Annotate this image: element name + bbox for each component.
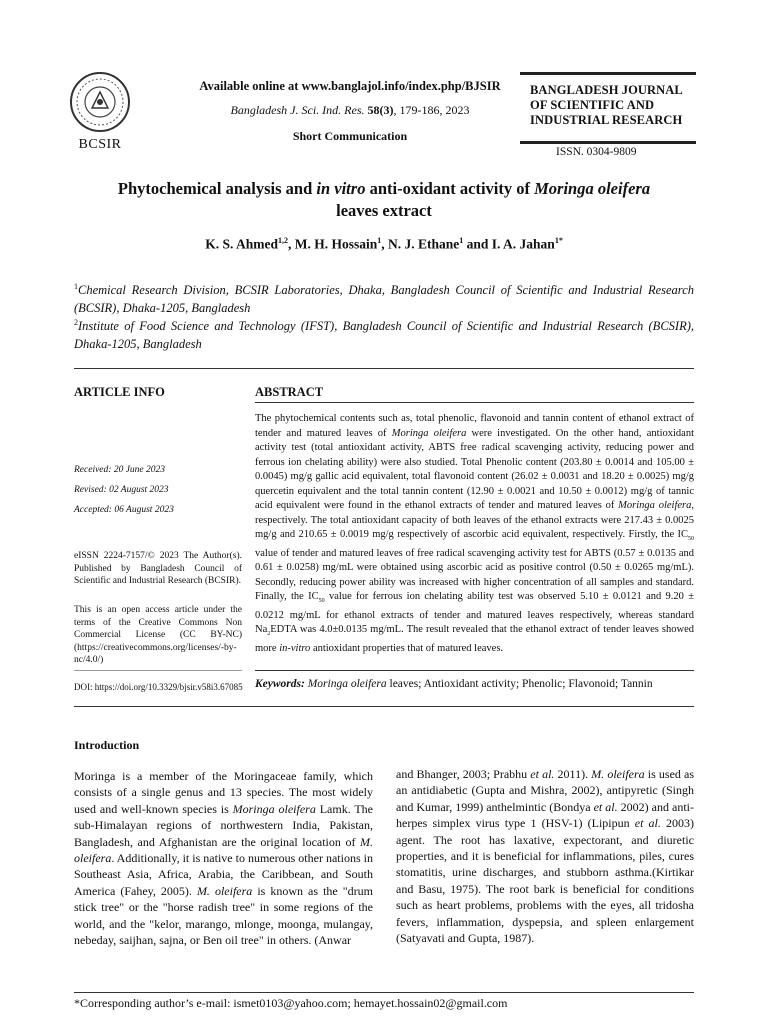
body-text: . Additionally, it is native to numerous other nations in Southeast Asia, Africa, Arabia, the Caribbean, and South America (Fahey, 2005). [74,851,373,898]
author-affil-mark: 1 [459,236,464,245]
title-text: Phytochemical analysis and [117,179,317,198]
journal-name-line: OF SCIENTIFIC AND [530,98,655,112]
species-name: Moringa oleifera [232,801,316,816]
paper-title [80,178,688,222]
author-affil-mark: 1,2 [277,236,288,245]
article-dates [74,460,174,520]
introduction-heading: Introduction [74,738,140,752]
abstract-heading: ABSTRACT [255,385,324,399]
abstract-text: value of tender and matured leaves of free radical scavenging activity test for ABTS (0.57 ± 0.0135 and 0.61 ± 0.0258) mg/mL were obtained using ascorbic acid as positive control (0.50 ± 0.0265 mg/mL). Secondly, reducing power ability was increased with higher concentration of all samples and standard. Finally, the IC [255,547,694,603]
received-date: Received: 20 June 2023 [74,465,165,475]
italic-term: in-vitro [279,642,311,654]
title-text: leaves extract [336,201,432,220]
corresponding-author-footnote: *Corresponding author’s e-mail: ismet0103@yahoo.com; hemayet.hossain02@gmail.com [74,996,508,1010]
keywords-label: Keywords: [255,678,305,690]
section-divider [74,706,694,707]
keywords-rule [255,670,694,671]
subscript: 50 [318,598,325,605]
affiliation-number: 2 [74,318,78,327]
body-text: is known as the "drum stick tree" or the "horse radish tree" in some regions of the world, and the "kelor, marango, mlonge, moonga, mulangay, nebeday, saijhan, sajna, or Ben oil tree" in others. (Anwar [74,883,373,948]
keywords-list: leaves; Antioxidant activity; Phenolic; Flavonoid; Tannin [386,678,653,690]
intro-column-right [396,766,694,946]
journal-citation [190,102,510,118]
body-text: is used as an antidiabetic (Gupta and Mishra, 2002), antipyretic (Singh and Kumar, 1999) anthelmintic (Bondya [396,767,695,814]
body-text: 2003) agent. The root has laxative, expectorant, and diuretic properties, and it is beneficial for inflammations, piles, cures stomatitis, urine discharges, and stubborn asthma.(Kirtikar and Basu, 1975). The root bark is beneficial for conditions such as heart problems, problems with the eyes, all tridosha fevers, inflammation, dyspepsia, and spleen enlargement (Satyavati and Gupta, 1987). [396,816,694,946]
affiliation [74,314,694,353]
author-affil-mark: 1 [377,236,382,245]
abstract-body [255,412,694,656]
doi-link[interactable]: DOI: https://doi.org/10.3329/bjsir.v58i3.67085 [74,682,243,692]
affiliation-text: Institute of Food Science and Technology (IFST), Bangladesh Council of Scientific and Industrial Research (BCSIR), Dhaka-1205, Bangladesh [74,319,694,352]
intro-column-left [74,768,373,948]
author-sep: , [381,236,388,252]
species-name: M. oleifera [196,883,253,898]
subscript: 50 [688,536,694,543]
volume-issue: 58(3) [367,103,394,117]
abstract-text: EDTA was 4.0±0.0135 mg/mL. The result revealed that the ethanol extract of tender leaves showed more [255,624,694,654]
journal-name-box [520,72,696,144]
author-sep: , [287,236,295,252]
keywords [255,678,694,690]
pages-year: , 179-186, 2023 [393,103,470,117]
issn: ISSN. 0304-9809 [556,146,637,158]
author-affil-mark: 1* [554,236,563,245]
journal-abbr: Bangladesh J. Sci. Ind. Res. [230,103,365,117]
species-name: M. oleifera [74,834,373,866]
body-text: and Bhanger, 2003; Prabhu [396,767,531,781]
header-center [190,78,510,144]
doi-divider [74,670,242,671]
abstract-text: The phytochemical contents such as, total phenolic, flavonoid and tannin content of ethanol extract of tender and matured leaves of [255,413,694,439]
copyright-notice: eISSN 2224-7157/© 2023 The Author(s). Published by Bangladesh Council of Scientific and Industrial Research (BCSIR). [74,551,242,586]
logo-text: BCSIR [78,137,122,152]
license-notice: This is an open access article under the terms of the Creative Commons Non Commercial License (CC BY-NC) (https://creativecommons.org/licenses/-by-nc/4.0/) [74,605,242,665]
body-text: Lamk. The sub-Himalayan regions of northwestern India, Pakistan, Bangladesh, and Afghanistan are the original location of [74,801,374,849]
journal-name [520,75,696,128]
body-text: 2011). [554,767,592,781]
author-name: K. S. Ahmed [205,236,278,252]
author-sep: and [463,236,492,252]
footnote-rule [74,992,694,993]
author-name: I. A. Jahan [491,236,555,252]
title-italic: in vitro [316,179,366,198]
revised-date: Revised: 02 August 2023 [74,485,169,495]
accepted-date: Accepted: 06 August 2023 [74,505,174,515]
bcsir-seal-icon [68,70,132,134]
subscript: 2 [267,631,271,638]
author-name: N. J. Ethane [387,236,460,252]
citation-etal: et al. [593,799,618,814]
journal-name-line: INDUSTRIAL RESEARCH [530,113,683,127]
journal-name-line: BANGLADESH JOURNAL [530,83,683,97]
author-list [80,236,688,253]
abstract-rule [255,402,694,403]
citation-etal: et al. [634,816,661,831]
abstract-text: antioxidant properties that of matured leaves. [310,642,504,654]
article-type: Short Communication [292,129,408,143]
species-name: M. oleifera [591,767,645,781]
species-name: Moringa oleifera [618,500,692,511]
body-text: 2002) and anti-herpes simplex virus type 1 (HSV-1) (Lipipun [396,799,695,831]
keyword-species: Moringa oleifera [304,678,387,690]
affiliation-number: 1 [74,282,78,291]
body-text: Moringa is a member of the Moringaceae family, which consists of a single genus and 13 species. The most widely used and well-known species is [74,769,373,816]
title-italic: Moringa oleifera [534,179,651,198]
abstract-text: value for ferrous ion chelating ability test was observed 5.10 ± 0.0121 and 9.20 ± 0.0212 mg/mL for ethanol extracts of tender and matured leaves respectively, whereas standard Na [255,591,695,636]
title-text: anti-oxidant activity of [365,179,535,198]
author-name: M. H. Hossain [294,236,378,252]
affiliation-text: Chemical Research Division, BCSIR Laboratories, Dhaka, Bangladesh Council of Scientific and Industrial Research (BCSIR), Dhaka-1205, Bangladesh [74,283,694,316]
article-info-heading: ARTICLE INFO [74,385,165,399]
citation-etal: et al. [530,767,555,781]
abstract-text: were investigated. On the other hand, antioxidant activity test (total antioxidant activity, ABTS free radical scavenging activity, reducing power and ferrous ion chelating ability) were also studied. Total Phenolic content (203.80 ± 0.0014 and 105.00 ± 0.0045) mg/g gallic acid equivalent, total flavonoid content (26.02 ± 0.0031 and 18.20 ± 0.0025) mg/g quercetin equivalent and the total tannin content (12.90 ± 0.0021 and 10.50 ± 0.0012) mg/g of tannic acid equivalent were found in the ethanol extracts of tender and matured leaves of [255,427,694,511]
species-name: Moringa oleifera [391,427,467,439]
section-divider [74,368,694,369]
affiliation [74,278,694,317]
abstract-text: , respectively. The total antioxidant capacity of both leaves of the ethanol extracts were 217.43 ± 0.0025 mg/g and 210.65 ± 0.0019 mg/g respectively of ascorbic acid equivalent, respectively. Firstly, the IC [255,500,694,540]
bcsir-logo [68,70,132,152]
available-online[interactable]: Available online at www.banglajol.info/index.php/BJSIR [199,79,501,93]
